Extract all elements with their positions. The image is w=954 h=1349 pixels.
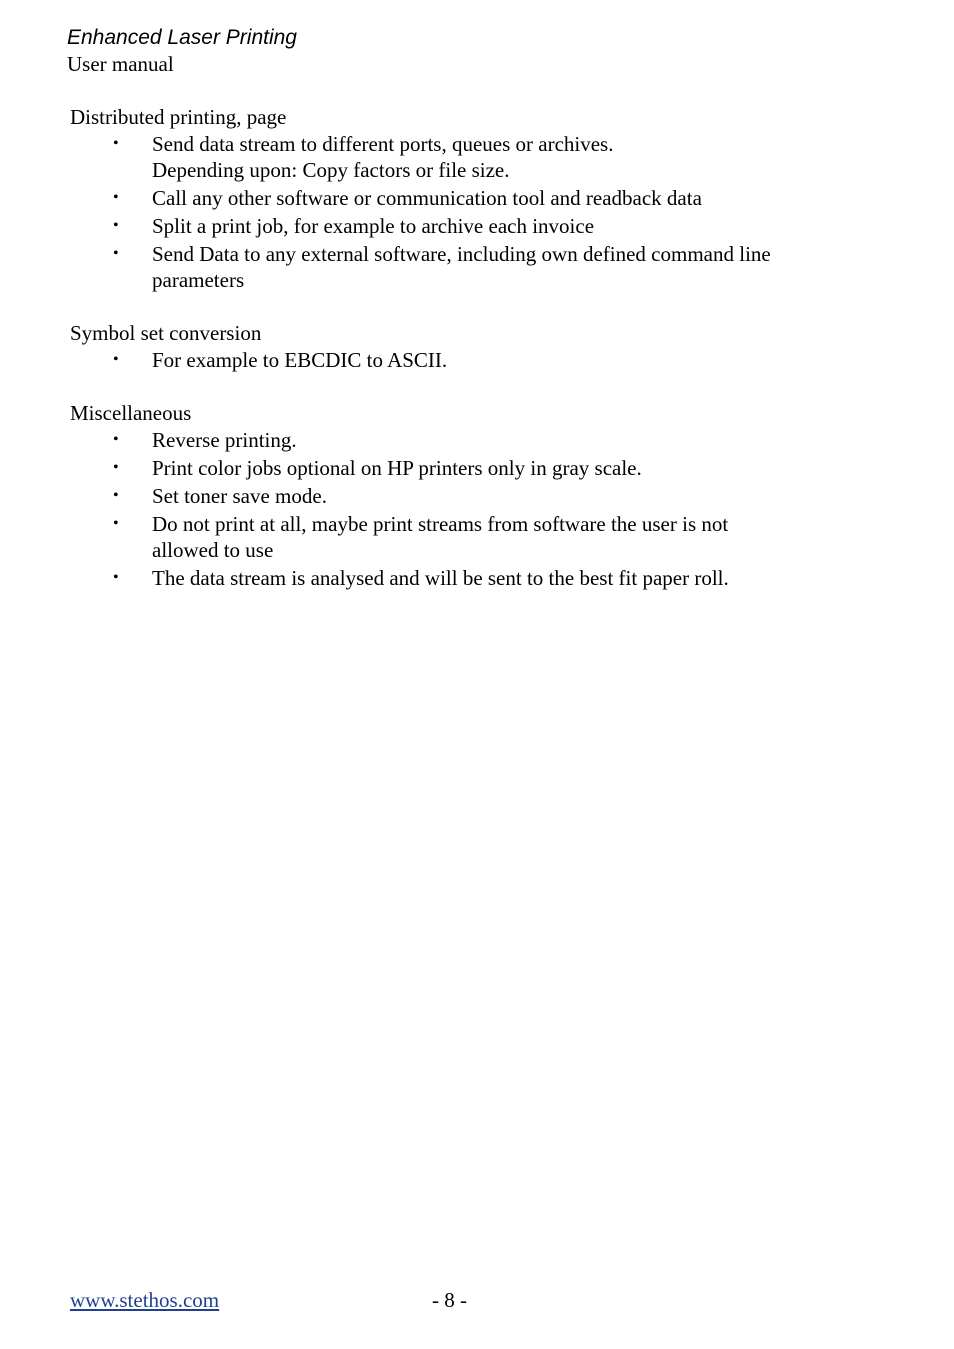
bullet-list xyxy=(70,427,850,591)
page-footer xyxy=(0,1287,954,1315)
list-item-text: Set toner save mode. xyxy=(152,484,327,508)
list-item-text: For example to EBCDIC to ASCII. xyxy=(152,348,448,372)
bullet-icon: • xyxy=(113,189,119,206)
document-subtitle: User manual xyxy=(67,52,174,76)
list-item xyxy=(70,483,850,509)
bullet-icon: • xyxy=(113,135,119,152)
section-title: Miscellaneous xyxy=(70,401,192,425)
list-item-text: allowed to use xyxy=(152,538,274,562)
list-item xyxy=(70,565,850,591)
section xyxy=(70,399,850,591)
bullet-icon: • xyxy=(113,217,119,234)
list-item-text: Send Data to any external software, including own defined command line xyxy=(152,242,771,266)
list-item-text: Print color jobs optional on HP printers only in gray scale. xyxy=(152,456,642,480)
bullet-icon: • xyxy=(113,245,119,262)
list-item-text: parameters xyxy=(152,268,245,292)
list-item-text: The data stream is analysed and will be sent to the best fit paper roll. xyxy=(152,566,729,590)
page-number: - 8 - xyxy=(432,1288,467,1312)
bullet-icon: • xyxy=(113,569,119,586)
list-item-text: Send data stream to different ports, queues or archives. xyxy=(152,132,614,156)
list-item-text: Reverse printing. xyxy=(152,428,297,452)
list-item xyxy=(70,455,850,481)
list-item-text: Split a print job, for example to archive each invoice xyxy=(152,214,595,238)
section-title: Distributed printing, page xyxy=(70,105,287,129)
bullet-icon: • xyxy=(113,515,119,532)
main-content xyxy=(70,103,850,617)
website-link[interactable]: www.stethos.com xyxy=(70,1288,220,1312)
section xyxy=(70,319,850,373)
section xyxy=(70,103,850,293)
list-item-text: Do not print at all, maybe print streams from software the user is not xyxy=(152,512,729,536)
list-item xyxy=(70,213,850,239)
document-title: Enhanced Laser Printing xyxy=(67,26,297,49)
bullet-icon: • xyxy=(113,351,119,368)
bullet-list xyxy=(70,347,850,373)
bullet-icon: • xyxy=(113,459,119,476)
list-item xyxy=(70,241,850,293)
list-item xyxy=(70,511,850,563)
list-item-text: Call any other software or communication tool and readback data xyxy=(152,186,702,210)
bullet-icon: • xyxy=(113,431,119,448)
list-item xyxy=(70,185,850,211)
section-title: Symbol set conversion xyxy=(70,321,262,345)
list-item xyxy=(70,131,850,183)
list-item xyxy=(70,347,850,373)
bullet-icon: • xyxy=(113,487,119,504)
list-item-text: Depending upon: Copy factors or file size. xyxy=(152,158,510,182)
bullet-list xyxy=(70,131,850,293)
list-item xyxy=(70,427,850,453)
page-header xyxy=(67,24,297,77)
